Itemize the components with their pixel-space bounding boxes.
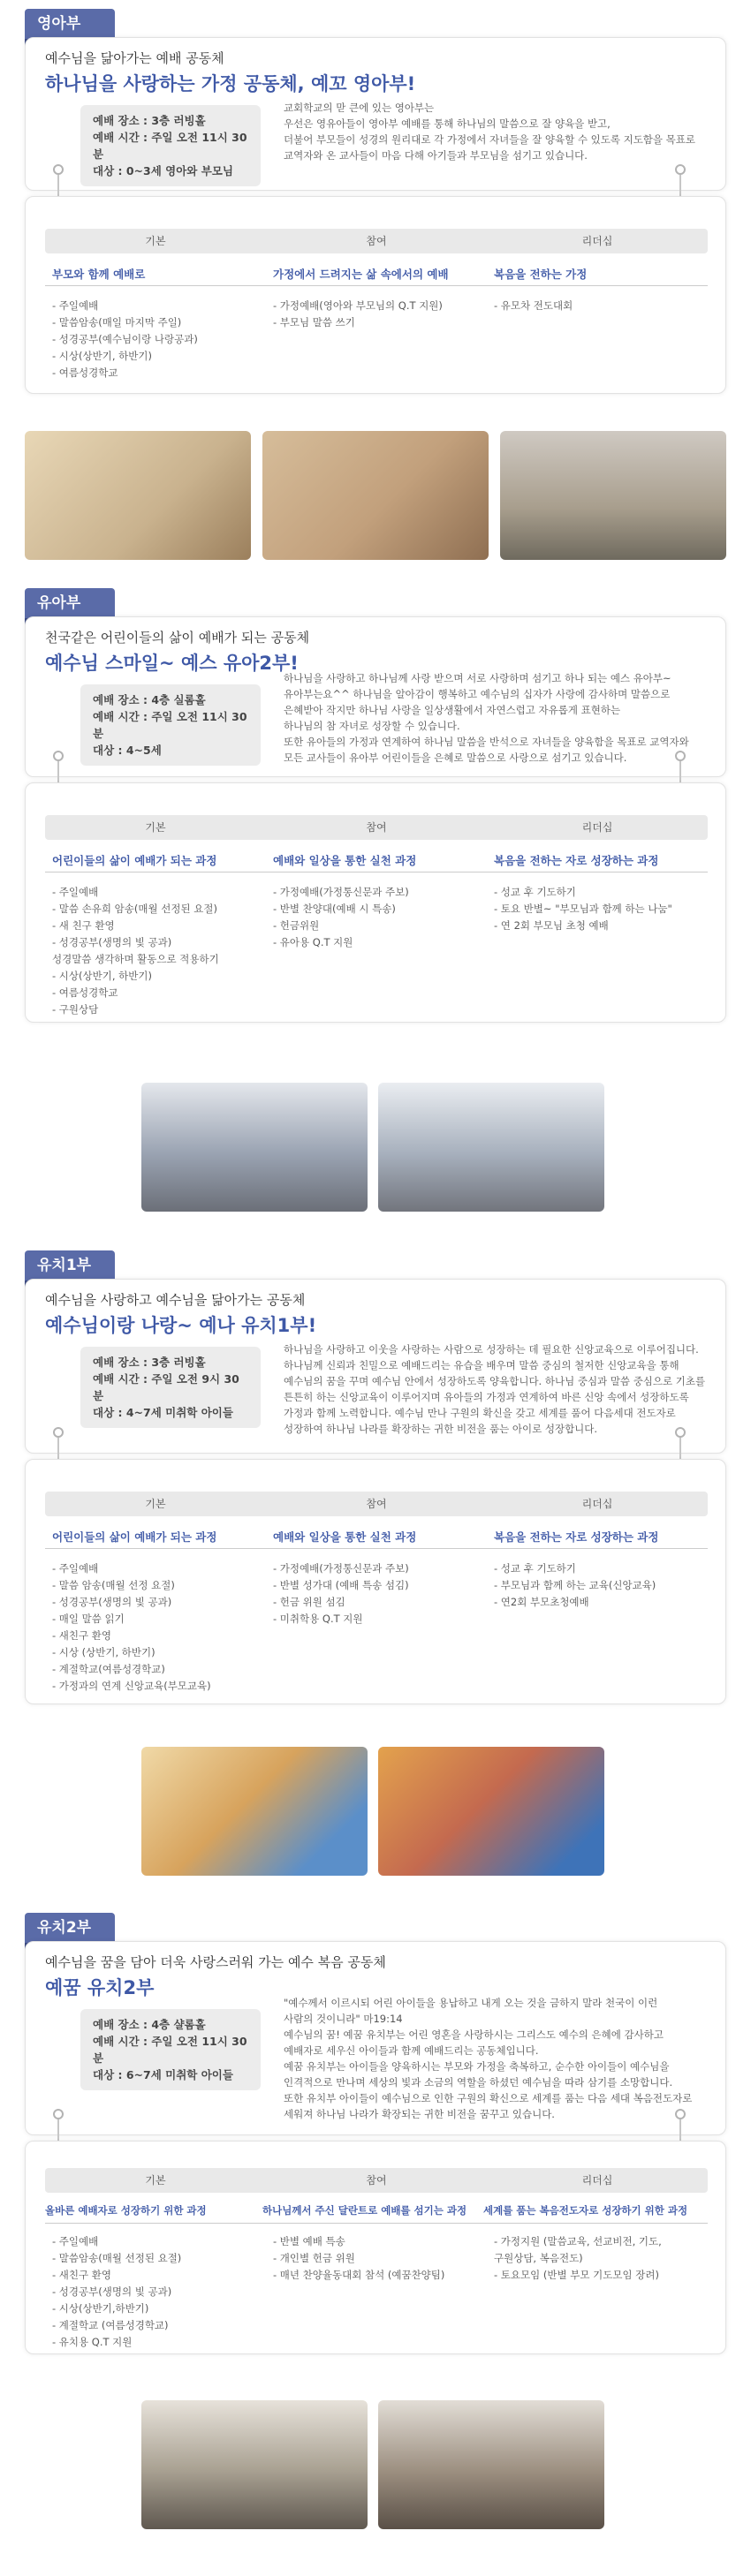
list-item: - 주일예배	[52, 1562, 99, 1575]
photo	[141, 1747, 368, 1876]
column-header	[45, 229, 708, 253]
intro-title: 예수님 스마일~ 예스 유아2부!	[45, 653, 299, 674]
list-item: - 개인별 헌금 위원	[273, 2252, 355, 2264]
list-item: 구원상담, 복음전도)	[494, 2252, 583, 2264]
intro-subtitle: 예수님을 사랑하고 예수님을 닮아가는 공동체	[45, 1292, 306, 1308]
list-item: - 매일 말씀 읽기	[52, 1613, 125, 1625]
list-item: - 토요 반별~ "부모님과 함께 하는 나눔"	[494, 903, 672, 915]
column-basic: 기본	[145, 2174, 166, 2187]
list-item: - 시상(상반기, 하반기)	[52, 350, 152, 362]
subhead-participation: 예배와 일상을 통한 실천 과정	[273, 1530, 417, 1544]
list-item: - 성경공부(생명의 빛 공과)	[52, 2285, 172, 2298]
column-header	[45, 815, 708, 840]
description-line: 세워져 하나님 나라가 확장되는 귀한 비전을 꿈꾸고 있습니다.	[284, 2108, 555, 2120]
column-header	[45, 2168, 708, 2193]
intro-subtitle: 천국같은 어린이들의 삶이 예배가 되는 공동체	[45, 630, 310, 646]
intro-title: 예꿈 유치2부	[45, 1977, 155, 1998]
list-item: - 구원상담	[52, 1003, 99, 1016]
description-line: 은혜받아 작지만 하나님 사랑을 일상생활에서 자연스럽고 자유롭게 표현하는	[284, 704, 621, 716]
photo	[141, 2400, 368, 2529]
list-item: - 성교 후 기도하기	[494, 1562, 576, 1575]
list-participation	[273, 298, 443, 331]
list-item: - 토요모임 (반별 부모 기도모임 장려)	[494, 2269, 659, 2281]
description-line: 튼튼히 하는 신앙교육이 이루어지며 유아들의 가정과 연계하여 바른 신앙 속에서 성장하도록	[284, 1391, 689, 1403]
column-basic: 기본	[145, 1498, 166, 1510]
list-item: - 헌금위원	[273, 919, 320, 932]
intro-description	[284, 670, 689, 766]
description-line: 모든 교사들이 유아부 어린이들을 은혜로 말씀으로 사랑으로 섬기고 있습니다.	[284, 752, 627, 764]
list-item: - 연2회 부모초청예배	[494, 1596, 589, 1608]
column-participation: 참여	[366, 235, 387, 247]
description-line: 하나님을 사랑하고 하나님께 사랑 받으며 서로 사랑하며 섬기고 하나 되는 예스 유아부~	[284, 672, 671, 684]
photo	[262, 431, 489, 560]
column-leadership: 리더십	[581, 235, 613, 247]
column-participation: 참여	[366, 821, 387, 834]
description-line: 가정과 함께 노력합니다. 예수님 만나 구원의 확신을 갖고 세계를 품어 다음세대 전도자로	[284, 1407, 676, 1419]
intro-card	[25, 616, 726, 777]
list-item: - 반별 예배 특송	[273, 2235, 345, 2247]
list-item: - 성경공부(생명의 빛 공과)	[52, 1596, 172, 1608]
photo	[378, 1747, 604, 1876]
description-line: 더불어 부모들이 성경의 원리대로 각 가정에서 자녀들을 잘 양육할 수 있도록 지도함을 목표로	[284, 133, 696, 146]
column-header	[45, 1492, 708, 1516]
intro-card	[25, 1279, 726, 1454]
list-item: - 시상 (상반기, 하반기)	[52, 1646, 156, 1658]
intro-subtitle: 예수님을 꿈을 담아 더욱 사랑스러워 가는 예수 복음 공동체	[45, 1954, 386, 1970]
list-participation	[273, 2233, 444, 2284]
list-item: - 여름성경학교	[52, 986, 118, 999]
list-leadership	[494, 298, 573, 314]
list-item: - 매년 찬양율동대회 참석 (예꿈찬양팀)	[273, 2269, 445, 2281]
divider	[45, 2223, 708, 2224]
column-basic: 기본	[145, 821, 166, 834]
description-line: 하나님을 사랑하고 이웃을 사랑하는 사람으로 성장하는 데 필요한 신앙교육으로 이루어집니다.	[284, 1343, 699, 1356]
list-item: - 가정예배(가정통신문과 주보)	[273, 886, 409, 898]
info-target: 대상 : 4~5세	[93, 744, 162, 757]
subhead-basic: 부모와 함께 예배로	[52, 268, 146, 281]
description-line: 하나님의 참 자녀로 성장할 수 있습니다.	[284, 720, 460, 732]
subhead-basic: 올바른 예배자로 성장하기 위한 과정	[45, 2204, 207, 2217]
description-line: "예수께서 이르시되 어린 아이들을 용납하고 내게 오는 것을 금하지 말라 천국이 이런	[284, 1997, 658, 2009]
intro-subtitle: 예수님을 닮아가는 예배 공동체	[45, 50, 224, 66]
list-item: - 헌금 위원 섬김	[273, 1596, 345, 1608]
list-item: - 주일예배	[52, 2235, 99, 2247]
info-time: 예배 시간 : 주일 오전 9시 30분	[93, 1372, 239, 1402]
info-target: 대상 : 4~7세 미취학 아이들	[93, 1406, 233, 1419]
subhead-basic: 어린이들의 삶이 예배가 되는 과정	[52, 854, 217, 867]
list-item: - 반별 찬양대(예배 시 특송)	[273, 903, 396, 915]
list-item: - 성경공부(예수님이랑 나랑공과)	[52, 333, 198, 345]
photo	[25, 431, 251, 560]
list-item: - 새 친구 환영	[52, 919, 115, 932]
intro-description	[284, 1995, 692, 2122]
list-item: - 부모님과 함께 하는 교육(신앙교육)	[494, 1579, 656, 1591]
info-place: 예배 장소 : 4층 실롬홀	[93, 693, 206, 706]
list-item: - 연 2회 부모님 초청 예배	[494, 919, 609, 932]
list-basic	[52, 298, 198, 381]
description-line: 교회학교의 맏 큰에 있는 영아부는	[284, 102, 435, 114]
list-item: - 성교 후 기도하기	[494, 886, 576, 898]
column-participation: 참여	[366, 1498, 387, 1510]
description-line: 성장하여 하나님 나라를 확장하는 귀한 비전을 품는 아이로 성장합니다.	[284, 1423, 598, 1435]
description-line: 인격적으로 만나며 세상의 빛과 소금의 역할을 하셨던 예수님을 따라 삼기를 소망합니다.	[284, 2076, 673, 2089]
description-line: 또한 유치부 아이들이 예수님으로 인한 구원의 확신으로 세계를 품는 다음 세대 복음전도자로	[284, 2092, 693, 2104]
description-line: 예꿈 유치부는 아이들을 양육하시는 부모와 가정을 축복하고, 순수한 아이들이 예수님을	[284, 2060, 670, 2073]
list-item: - 계절학교(여름성경학교)	[52, 1663, 165, 1675]
info-target: 대상 : 0~3세 영아와 부모님	[93, 164, 233, 178]
list-item: - 말씀 손유희 암송(매월 선정된 요절)	[52, 903, 217, 915]
info-time: 예배 시간 : 주일 오전 11시 30분	[93, 2035, 247, 2065]
intro-description	[284, 1341, 705, 1437]
subhead-leadership: 복음을 전하는 자로 성장하는 과정	[494, 1530, 659, 1544]
list-item: - 말씀 암송(매월 선정 요절)	[52, 1579, 175, 1591]
intro-title: 예수님이랑 나랑~ 예나 유치1부!	[45, 1315, 317, 1336]
info-box	[80, 105, 261, 186]
info-target: 대상 : 6~7세 미취학 아이들	[93, 2068, 233, 2081]
list-item: - 말씀암송(매월 선정된 요절)	[52, 2252, 182, 2264]
schedule-card	[25, 1459, 726, 1704]
section-tag: 영아부	[25, 9, 115, 39]
list-item: 성경말씀 생각하며 활동으로 적용하기	[52, 953, 219, 965]
list-item: - 미취학용 Q.T 지원	[273, 1613, 363, 1625]
intro-card	[25, 37, 726, 191]
list-basic	[52, 884, 219, 1018]
list-basic	[52, 1560, 211, 1695]
description-line: 사람의 것이니라" 마19:14	[284, 2013, 403, 2025]
column-participation: 참여	[366, 2174, 387, 2187]
intro-card	[25, 1941, 726, 2135]
list-item: - 유아용 Q.T 지원	[273, 936, 353, 948]
section-tag: 유치2부	[25, 1913, 115, 1943]
description-line: 예수님의 꿈을 꾸며 예수님 안에서 성장하도록 양육합니다. 하나님 중심과 말씀 중심으로 기초를	[284, 1375, 706, 1387]
intro-title: 하나님을 사랑하는 가정 공동체, 예꼬 영아부!	[45, 73, 416, 94]
description-line: 예배자로 세우신 아이들과 함께 예배드리는 공동체입니다.	[284, 2044, 539, 2057]
info-place: 예배 장소 : 4층 샬롬홀	[93, 2018, 206, 2031]
description-line: 또한 유아들의 가정과 연계하여 하나님 말씀을 반석으로 자녀들을 양육함을 목표로 교역자와	[284, 736, 689, 748]
section-tag: 유아부	[25, 588, 115, 618]
info-box	[80, 2009, 261, 2090]
info-place: 예배 장소 : 3층 러빙홀	[93, 114, 206, 127]
list-participation	[273, 884, 409, 951]
description-line: 하나님께 신뢰과 친밀으로 예배드리는 유습을 배우며 말씀 중심의 철저한 신앙교육을 통해	[284, 1359, 679, 1371]
list-participation	[273, 1560, 409, 1628]
list-item: - 가정예배(영아와 부모님의 Q.T 지원)	[273, 299, 443, 312]
subhead-leadership: 복음을 전하는 가정	[494, 268, 588, 281]
section-tag: 유치1부	[25, 1250, 115, 1280]
list-item: - 가정예배(가정통신문과 주보)	[273, 1562, 409, 1575]
divider	[45, 285, 708, 286]
list-item: - 유치용 Q.T 지원	[52, 2336, 133, 2348]
list-item: - 유모차 전도대회	[494, 299, 573, 312]
photo	[500, 431, 726, 560]
list-item: - 가정과의 연계 신앙교육(부모교육)	[52, 1680, 211, 1692]
info-time: 예배 시간 : 주일 오전 11시 30분	[93, 131, 247, 161]
description-line: 교역자와 온 교사들이 마음 다해 아기들과 부모님을 섬기고 있습니다.	[284, 149, 588, 162]
list-leadership	[494, 884, 672, 934]
list-item: - 성경공부(생명의 빛 공과)	[52, 936, 172, 948]
info-box	[80, 1347, 261, 1428]
divider	[45, 872, 708, 873]
info-box	[80, 684, 261, 766]
list-item: - 주일예배	[52, 299, 99, 312]
subhead-participation: 하나님께서 주신 달란트로 예배를 섬기는 과정	[262, 2204, 467, 2217]
schedule-card	[25, 2141, 726, 2354]
photo	[378, 1083, 604, 1212]
subhead-leadership: 세계를 품는 복음전도자로 성장하기 위한 과정	[483, 2204, 688, 2217]
list-item: - 시상(상반기,하반기)	[52, 2302, 149, 2315]
description-line: 유아부는요^^ 하나님을 알아감이 행복하고 예수님의 십자가 사랑에 감사하며 말씀으로	[284, 688, 671, 700]
list-leadership	[494, 2233, 662, 2284]
subhead-participation: 예배와 일상을 통한 실천 과정	[273, 854, 417, 867]
subhead-basic: 어린이들의 삶이 예배가 되는 과정	[52, 1530, 217, 1544]
column-basic: 기본	[145, 235, 166, 247]
schedule-card	[25, 782, 726, 1023]
description-line: 예수님의 꿈! 예꿈 유치부는 어린 영혼을 사랑하시는 그리스도 예수의 은혜에 감사하고	[284, 2028, 664, 2041]
list-item: - 가정지원 (말씀교육, 선교비전, 기도,	[494, 2235, 662, 2247]
description-line: 우선은 영유아들이 영아부 예배를 통해 하나님의 말씀으로 잘 양육을 받고,	[284, 117, 611, 130]
list-item: - 말씀암송(매일 마지막 주일)	[52, 316, 182, 329]
list-basic	[52, 2233, 181, 2351]
schedule-card	[25, 196, 726, 394]
list-item: - 시상(상반기, 하반기)	[52, 970, 152, 982]
info-time: 예배 시간 : 주일 오전 11시 30분	[93, 710, 247, 740]
column-leadership: 리더십	[581, 1498, 613, 1510]
list-item: - 부모님 말씀 쓰기	[273, 316, 355, 329]
photo	[378, 2400, 604, 2529]
column-leadership: 리더십	[581, 821, 613, 834]
intro-description	[284, 100, 695, 163]
column-leadership: 리더십	[581, 2174, 613, 2187]
list-item: - 새친구 환영	[52, 1629, 112, 1642]
divider	[45, 1548, 708, 1549]
subhead-leadership: 복음을 전하는 자로 성장하는 과정	[494, 854, 659, 867]
info-place: 예배 장소 : 3층 러빙홀	[93, 1356, 206, 1369]
list-item: - 반별 성가대 (예배 특송 섬김)	[273, 1579, 409, 1591]
list-item: - 주일예배	[52, 886, 99, 898]
list-item: - 새친구 환영	[52, 2269, 112, 2281]
photo	[141, 1083, 368, 1212]
subhead-participation: 가정에서 드려지는 삶 속에서의 예배	[273, 268, 449, 281]
list-item: - 여름성경학교	[52, 366, 118, 379]
list-item: - 계절학교 (여름성경학교)	[52, 2319, 169, 2331]
list-leadership	[494, 1560, 656, 1611]
